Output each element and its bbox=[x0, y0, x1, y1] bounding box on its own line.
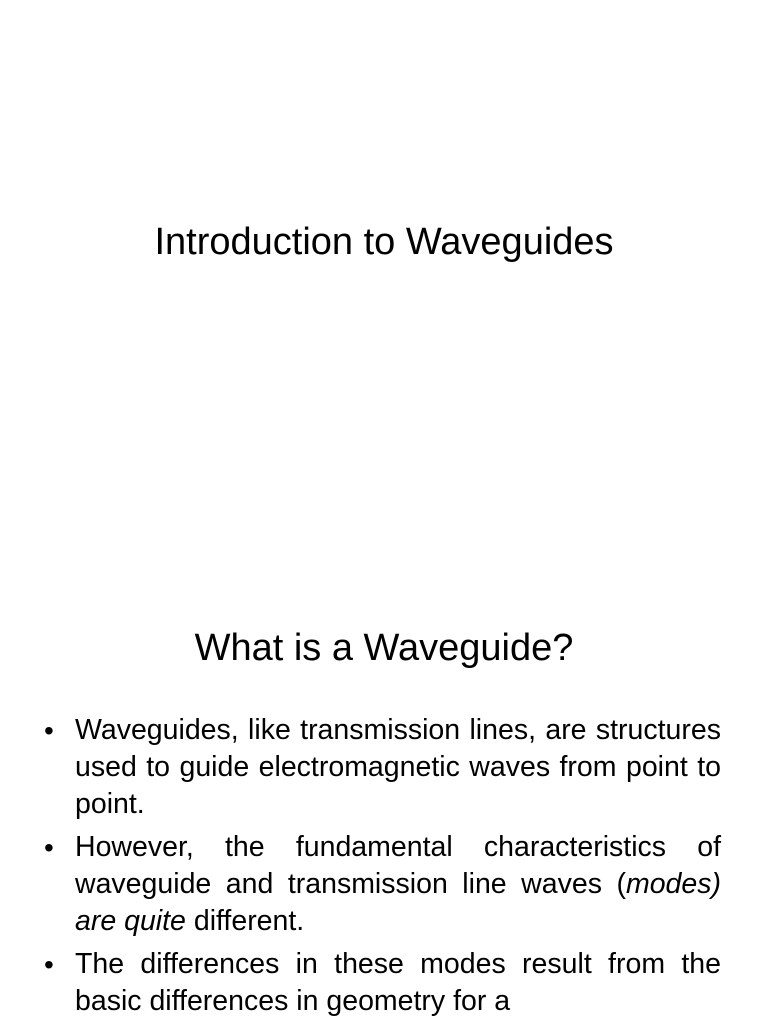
bullet-icon: • bbox=[44, 949, 54, 980]
bullet-text: The differences in these modes result from the basic differences in geometry for a bbox=[75, 948, 721, 1017]
bullet-item bbox=[44, 829, 721, 940]
bullet-text-italic: modes) are quite bbox=[75, 868, 721, 937]
bullet-text-part: different. bbox=[185, 905, 305, 937]
bullet-text-part: However, the fundamental characteristics of waveguide and transmission line waves ( bbox=[75, 831, 721, 900]
bullet-text bbox=[75, 831, 721, 937]
bullet-text: Waveguides, like transmission lines, are structures used to guide electromagnetic waves from point to point. bbox=[75, 714, 721, 820]
bullet-item bbox=[44, 712, 721, 823]
bullet-list bbox=[44, 712, 721, 1024]
slide-title-what-is-waveguide: What is a Waveguide? bbox=[194, 627, 574, 669]
bullet-icon: • bbox=[44, 715, 54, 746]
bullet-icon: • bbox=[44, 832, 54, 863]
bullet-item bbox=[44, 946, 721, 1020]
slide-title-intro: Introduction to Waveguides bbox=[154, 221, 614, 263]
